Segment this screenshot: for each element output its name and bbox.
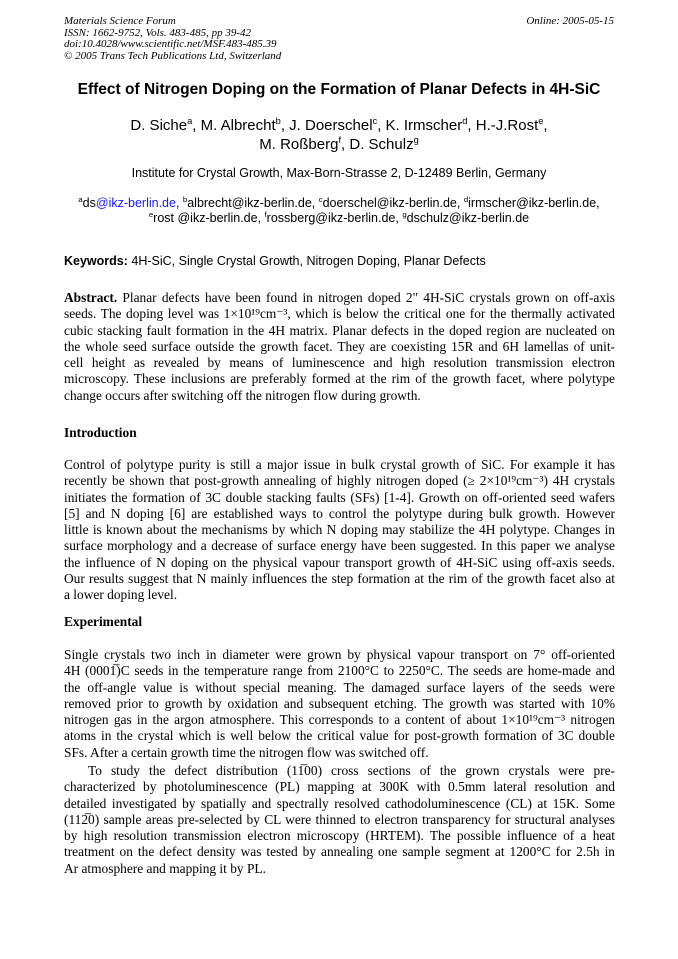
email: rossberg@ikz-berlin.de (266, 211, 396, 225)
text-line (64, 473, 615, 489)
author-affiliation-mark: f (338, 135, 342, 145)
text-line-content: To study the defect distribution (11̅00) cross sections of the grown crystals were pre- (88, 763, 615, 778)
text-line (64, 647, 615, 663)
email: albrecht@ikz-berlin.de (187, 196, 312, 210)
text-line (64, 763, 615, 779)
text-line (64, 728, 615, 744)
journal-name: Materials Science Forum (64, 15, 176, 27)
doi: doi:10.4028/www.scientific.net/MSF.483-485.39 (64, 38, 277, 50)
text-line (64, 371, 615, 387)
text-line-content: the off-angle value is without special meaning. The damaged surface layers of the seeds were (64, 679, 615, 695)
abstract-label: Abstract. (64, 290, 118, 305)
text-line-content: recently be shown that post-growth annealing of highly nitrogen doped (≥ 2×10¹⁹cm⁻³) 4H crystals (64, 473, 615, 489)
text-line (64, 290, 615, 306)
text-line (64, 812, 615, 828)
text-line-content: characterized by photoluminescence (PL) mapping at 300K with 0.5mm lateral resolution and (64, 779, 615, 795)
text-line-content: Planar defects have been found in nitrogen doped 2" 4H-SiC crystals grown on off-axis (117, 290, 615, 305)
text-line (64, 457, 615, 473)
text-line-content: microscopy. These inclusions are preferably formed at the rim of the growth facet, where polytype (64, 371, 615, 387)
text-line-content: [5] and N doping [6] are established ways to control the polytype during bulk growth. However (64, 505, 615, 521)
experimental-paragraph-1 (64, 647, 615, 761)
email-link[interactable]: @ikz-berlin.de (95, 196, 176, 210)
author-name: K. Irmscher (385, 117, 463, 134)
text-line-content: the whole seed surface outside the growth facet. They are coexisting 15R and 6H lamellas of unit- (64, 338, 615, 354)
author-affiliation-mark: e (538, 116, 544, 126)
author-name: D. Schulz (349, 136, 414, 153)
text-line-content: a lower doping level. (64, 587, 178, 603)
emails-line-1: $^a$ds@ikz-berlin.de, $^b$albrecht@ikz-berlin.de, $^c$doerschel@ikz-berlin.de, $^d$irmscher@ikz-berlin.de, (78, 194, 600, 210)
text-line (64, 388, 615, 404)
keywords-label: Keywords: (64, 254, 128, 268)
text-line (64, 490, 615, 506)
text-line-content: Single crystals two inch in diameter were grown by physical vapour transport on 7° off-oriented (64, 647, 615, 662)
text-line (64, 680, 615, 696)
text-line-content: SFs. After a certain growth time the nitrogen flow was switched off. (64, 744, 429, 760)
author-affiliation-mark: c (372, 116, 378, 126)
text-line (64, 339, 615, 355)
text-line-content: change occurs after switching off the nitrogen flow during growth. (64, 387, 421, 403)
emails-line-2: $^e$rost @ikz-berlin.de, $^f$rossberg@ikz-berlin.de, $^g$dschulz@ikz-berlin.de (148, 209, 530, 225)
text-line-content: the influence of N doping on the physical vapour transport growth of 4H-SiC using off-axis seeds. (64, 554, 615, 570)
email: dschulz@ikz-berlin.de (406, 211, 530, 225)
copyright: © 2005 Trans Tech Publications Ltd, Switzerland (64, 49, 282, 62)
keywords-text: 4H-SiC, Single Crystal Growth, Nitrogen Doping, Planar Defects (131, 254, 486, 268)
journal-header (64, 16, 281, 62)
authors-line-1: D. Siche$^a$, M. Albrecht$^b$, J. Doerschel$^c$, K. Irmscher$^d$, H.-J.Rost$^e$, (130, 116, 548, 134)
abstract (64, 290, 615, 404)
text-line (64, 538, 615, 554)
email-mark: a (78, 194, 83, 204)
text-line-content: detailed investigated by spatially and spectrally resolved cathodoluminescence (CL) at 15K. Some (64, 795, 615, 811)
text-line-content: surface morphology and a decrease of surface energy have been suggested. In this paper we analyse (64, 538, 615, 554)
issn: ISSN: 1662-9752, Vols. 483-485, pp 39-42 (64, 26, 251, 39)
email-mark: b (182, 194, 188, 204)
text-line-content: cubic stacking fault formation in the 4H matrix. Planar defects in the doped region are nucleated on (64, 322, 615, 338)
email-mark: g (402, 209, 407, 219)
text-line-content: Ar atmosphere and mapping it by PL. (64, 860, 266, 876)
author-name: M. Albrecht (200, 117, 276, 134)
text-line (64, 571, 615, 587)
emails (0, 196, 678, 226)
author-affiliation-mark: g (413, 135, 419, 145)
text-line-content: by high resolution transmission electron microscopy (HRTEM). The possible influence of a heat (64, 828, 615, 844)
email-mark: d (463, 194, 469, 204)
introduction-body (64, 457, 615, 604)
email: irmscher@ikz-berlin.de (468, 196, 597, 210)
author-name: D. Siche (130, 117, 188, 134)
experimental-paragraph-2 (64, 763, 615, 877)
text-line-content: 4H (0001̅)C seeds in the temperature range from 2100°C to 2250°C. The seeds are home-made and (64, 663, 615, 679)
text-line (64, 323, 615, 339)
author-affiliation-mark: b (275, 116, 281, 126)
text-line (64, 663, 615, 679)
text-line (64, 522, 615, 538)
text-line-content: Control of polytype purity is still a major issue in bulk crystal growth of SiC. For example it has (64, 457, 615, 472)
author-affiliation-mark: d (462, 116, 468, 126)
text-line (64, 745, 615, 761)
text-line-content: nitrogen gas in the argon atmosphere. This corresponds to a content of about 1×10¹⁹cm⁻³ nitrogen (64, 712, 615, 728)
text-line (64, 828, 615, 844)
experimental-heading: Experimental (64, 614, 143, 629)
text-line-content: initiates the formation of 3C double stacking faults (SFs) [1-4]. Growth on off-oriented seed wafers (64, 489, 615, 505)
author-affiliation-mark: a (187, 116, 193, 126)
authors (0, 116, 678, 154)
text-line-content: treatment on the defect density was tested by annealing one sample segment at 1200°C for 2.5h in (64, 844, 615, 860)
text-line (64, 587, 615, 603)
text-line (64, 796, 615, 812)
text-line (64, 779, 615, 795)
text-line (64, 844, 615, 860)
email: doerschel@ikz-berlin.de (322, 196, 457, 210)
email-mark: e (148, 209, 154, 219)
paper-title: Effect of Nitrogen Doping on the Formation of Planar Defects in 4H-SiC (77, 81, 601, 98)
text-line-content: seeds. The doping level was 1×10¹⁹cm⁻³, which is below the critical one for the thermally activated (64, 306, 615, 322)
email: rost @ikz-berlin.de (153, 211, 258, 225)
text-line (64, 506, 615, 522)
affiliation: Institute for Crystal Growth, Max-Born-Strasse 2, D-12489 Berlin, Germany (131, 166, 547, 180)
text-line (64, 861, 615, 877)
text-line-content: (112̅0) sample areas pre-selected by CL were thinned to electron transparency for structural analyses (64, 811, 615, 827)
text-line (64, 696, 615, 712)
text-line-content: removed prior to growth by oxidation and subsequent etching. The growth was started with 10% (64, 695, 615, 711)
text-line-content: little is known about the mechanisms by which N doping may stabilize the 4H polytype. Changes in (64, 522, 615, 538)
text-line (64, 355, 615, 371)
author-name: H.-J.Rost (475, 117, 539, 134)
text-line (64, 306, 615, 322)
text-line-content: atoms in the crystal which is well below the critical value for post-growth formation of 3C double (64, 728, 615, 744)
online-date: Online: 2005-05-15 (526, 15, 614, 27)
text-line-content: Our results suggest that N mainly influences the step formation at the rim of the growth facet also at (64, 571, 615, 587)
author-name: M. Roßberg (259, 136, 339, 153)
email-mark: f (264, 209, 267, 219)
keywords (64, 254, 486, 268)
text-line (64, 555, 615, 571)
introduction-heading: Introduction (64, 425, 137, 440)
text-line (64, 712, 615, 728)
authors-line-2: M. Roßberg$^f$, D. Schulz$^g$ (259, 135, 419, 153)
text-line-content: cell height as revealed by means of luminescence and high resolution transmission electron (64, 355, 615, 371)
email-mark: c (318, 194, 323, 204)
author-name: J. Doerschel (289, 117, 373, 134)
email: ds (82, 196, 96, 210)
